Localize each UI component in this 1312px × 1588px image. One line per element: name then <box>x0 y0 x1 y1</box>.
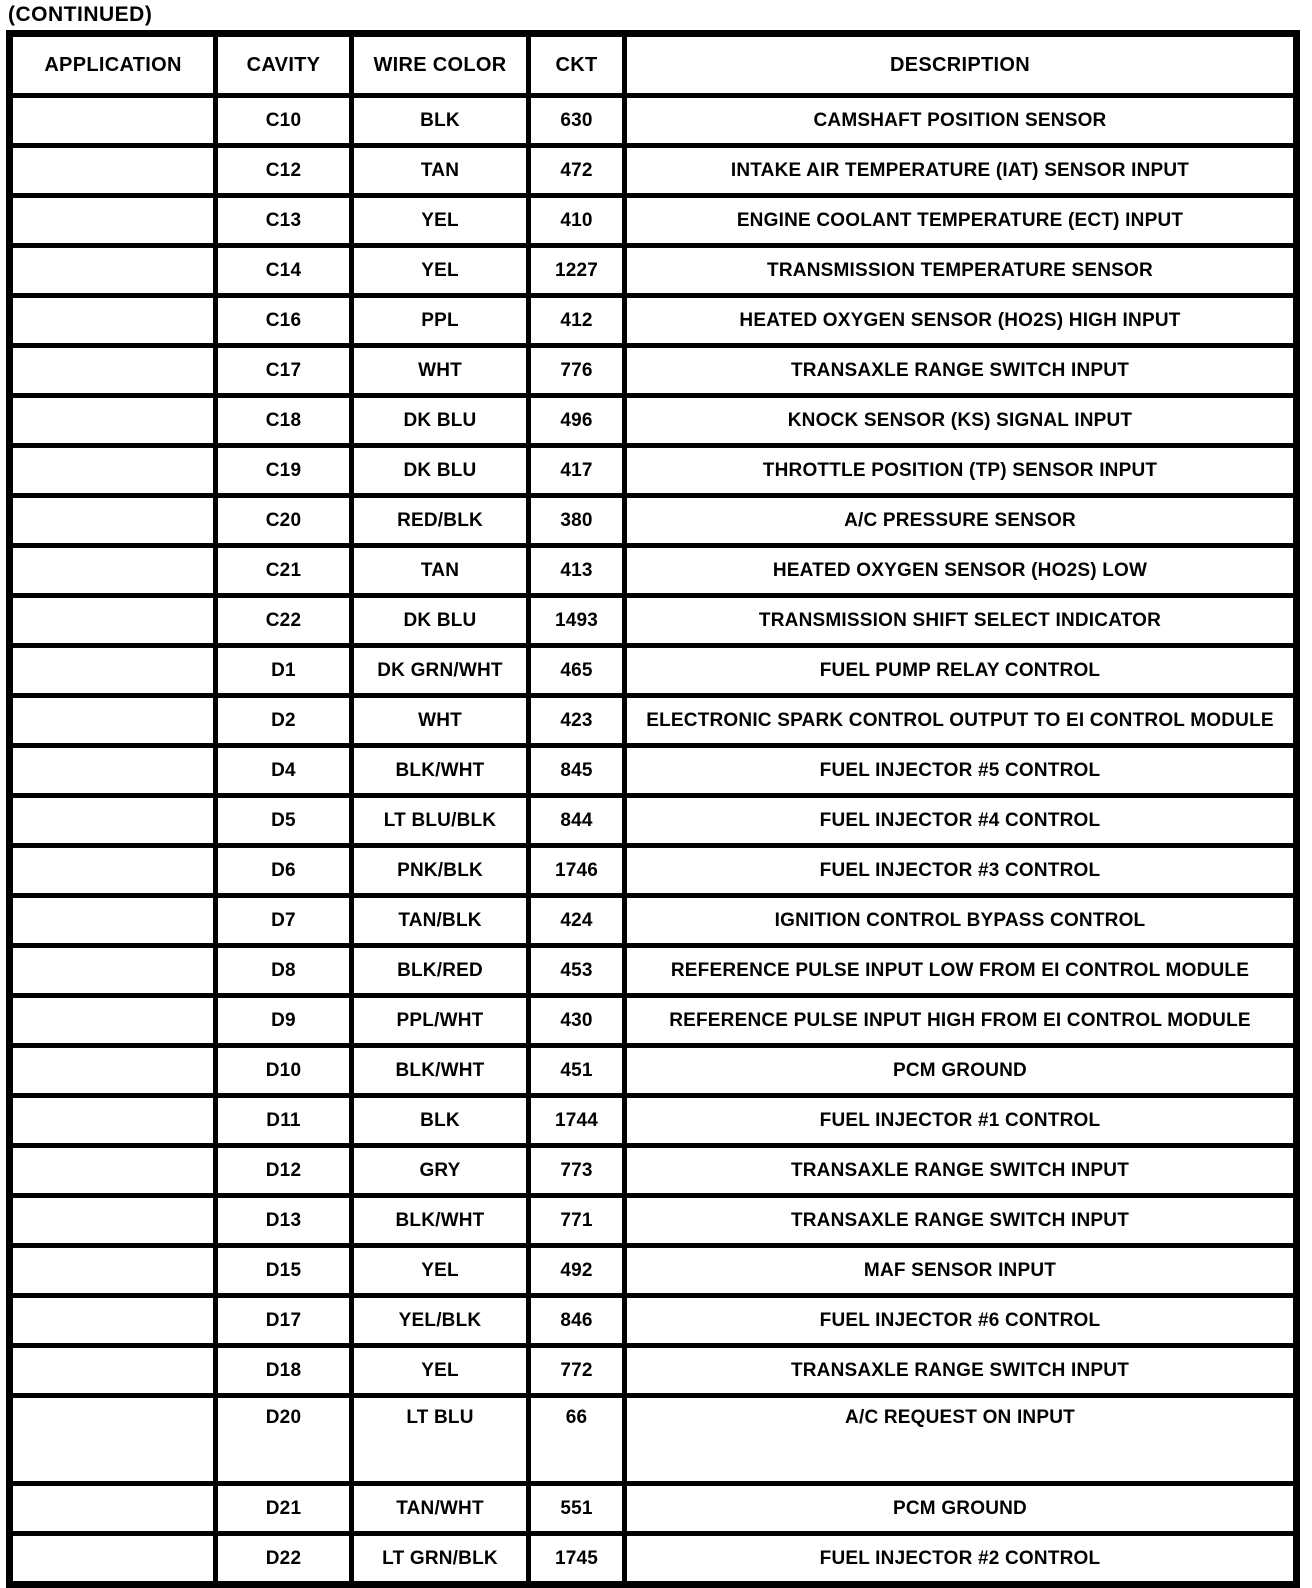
cavity-cell: C12 <box>216 146 352 196</box>
wire-color-cell: TAN/WHT <box>352 1484 529 1534</box>
wire-color-cell: LT BLU/BLK <box>352 796 529 846</box>
application-cell <box>10 1346 216 1396</box>
table-row <box>10 446 1297 496</box>
table-row <box>10 1296 1297 1346</box>
application-cell <box>10 496 216 546</box>
description-cell: TRANSAXLE RANGE SWITCH INPUT <box>625 1146 1297 1196</box>
wire-color-cell: BLK/WHT <box>352 1196 529 1246</box>
description-cell: A/C REQUEST ON INPUT <box>625 1396 1297 1484</box>
cavity-cell: D13 <box>216 1196 352 1246</box>
ckt-cell: 423 <box>529 696 625 746</box>
table-row <box>10 1346 1297 1396</box>
ckt-cell: 492 <box>529 1246 625 1296</box>
wire-color-cell: BLK <box>352 1096 529 1146</box>
cavity-cell: C13 <box>216 196 352 246</box>
description-cell: A/C PRESSURE SENSOR <box>625 496 1297 546</box>
description-cell: KNOCK SENSOR (KS) SIGNAL INPUT <box>625 396 1297 446</box>
description-cell: TRANSAXLE RANGE SWITCH INPUT <box>625 1196 1297 1246</box>
wire-color-cell: LT GRN/BLK <box>352 1534 529 1585</box>
ckt-cell: 1227 <box>529 246 625 296</box>
application-cell <box>10 1096 216 1146</box>
table-row <box>10 1534 1297 1585</box>
column-header-description: DESCRIPTION <box>625 34 1297 96</box>
application-cell <box>10 1046 216 1096</box>
description-cell: INTAKE AIR TEMPERATURE (IAT) SENSOR INPUT <box>625 146 1297 196</box>
application-cell <box>10 396 216 446</box>
column-header-wire-color: WIRE COLOR <box>352 34 529 96</box>
application-cell <box>10 1196 216 1246</box>
cavity-cell: D8 <box>216 946 352 996</box>
ckt-cell: 66 <box>529 1396 625 1484</box>
application-cell <box>10 1246 216 1296</box>
ckt-cell: 776 <box>529 346 625 396</box>
description-cell: FUEL INJECTOR #4 CONTROL <box>625 796 1297 846</box>
table-row <box>10 746 1297 796</box>
description-cell: FUEL INJECTOR #6 CONTROL <box>625 1296 1297 1346</box>
pcm-connector-pinout-table <box>6 30 1300 1588</box>
table-row <box>10 296 1297 346</box>
table-row <box>10 246 1297 296</box>
column-header-application: APPLICATION <box>10 34 216 96</box>
cavity-cell: D17 <box>216 1296 352 1346</box>
cavity-cell: C20 <box>216 496 352 546</box>
ckt-cell: 844 <box>529 796 625 846</box>
description-cell: TRANSAXLE RANGE SWITCH INPUT <box>625 346 1297 396</box>
wire-color-cell: YEL <box>352 1246 529 1296</box>
description-cell: HEATED OXYGEN SENSOR (HO2S) LOW <box>625 546 1297 596</box>
wire-color-cell: TAN/BLK <box>352 896 529 946</box>
cavity-cell: C16 <box>216 296 352 346</box>
description-cell: PCM GROUND <box>625 1484 1297 1534</box>
table-row <box>10 146 1297 196</box>
ckt-cell: 413 <box>529 546 625 596</box>
application-cell <box>10 596 216 646</box>
cavity-cell: D5 <box>216 796 352 846</box>
table-row <box>10 1196 1297 1246</box>
description-cell: CAMSHAFT POSITION SENSOR <box>625 96 1297 146</box>
wire-color-cell: WHT <box>352 346 529 396</box>
description-cell: PCM GROUND <box>625 1046 1297 1096</box>
wire-color-cell: YEL <box>352 196 529 246</box>
wire-color-cell: BLK <box>352 96 529 146</box>
table-body <box>10 96 1297 1585</box>
cavity-cell: D1 <box>216 646 352 696</box>
wire-color-cell: PPL/WHT <box>352 996 529 1046</box>
column-header-ckt: CKT <box>529 34 625 96</box>
column-header-cavity: CAVITY <box>216 34 352 96</box>
table-row <box>10 646 1297 696</box>
wire-color-cell: YEL <box>352 246 529 296</box>
cavity-cell: D21 <box>216 1484 352 1534</box>
description-cell: REFERENCE PULSE INPUT HIGH FROM EI CONTROL MODULE <box>625 996 1297 1046</box>
description-cell: FUEL PUMP RELAY CONTROL <box>625 646 1297 696</box>
cavity-cell: D12 <box>216 1146 352 1196</box>
ckt-cell: 771 <box>529 1196 625 1246</box>
description-cell: FUEL INJECTOR #5 CONTROL <box>625 746 1297 796</box>
application-cell <box>10 346 216 396</box>
table-row <box>10 396 1297 446</box>
table-row <box>10 1484 1297 1534</box>
cavity-cell: D6 <box>216 846 352 896</box>
application-cell <box>10 196 216 246</box>
ckt-cell: 424 <box>529 896 625 946</box>
wire-color-cell: TAN <box>352 546 529 596</box>
cavity-cell: C21 <box>216 546 352 596</box>
cavity-cell: D7 <box>216 896 352 946</box>
wire-color-cell: GRY <box>352 1146 529 1196</box>
ckt-cell: 451 <box>529 1046 625 1096</box>
wire-color-cell: BLK/WHT <box>352 746 529 796</box>
cavity-cell: D2 <box>216 696 352 746</box>
ckt-cell: 773 <box>529 1146 625 1196</box>
table-row <box>10 796 1297 846</box>
description-cell: MAF SENSOR INPUT <box>625 1246 1297 1296</box>
description-cell: TRANSAXLE RANGE SWITCH INPUT <box>625 1346 1297 1396</box>
application-cell <box>10 946 216 996</box>
ckt-cell: 410 <box>529 196 625 246</box>
application-cell <box>10 796 216 846</box>
cavity-cell: D4 <box>216 746 352 796</box>
ckt-cell: 630 <box>529 96 625 146</box>
table-row <box>10 846 1297 896</box>
application-cell <box>10 896 216 946</box>
ckt-cell: 472 <box>529 146 625 196</box>
table-row <box>10 946 1297 996</box>
wire-color-cell: BLK/WHT <box>352 1046 529 1096</box>
description-cell: TRANSMISSION TEMPERATURE SENSOR <box>625 246 1297 296</box>
table-row <box>10 996 1297 1046</box>
ckt-cell: 1745 <box>529 1534 625 1585</box>
wire-color-cell: DK BLU <box>352 596 529 646</box>
wire-color-cell: BLK/RED <box>352 946 529 996</box>
application-cell <box>10 96 216 146</box>
cavity-cell: C10 <box>216 96 352 146</box>
wire-color-cell: WHT <box>352 696 529 746</box>
description-cell: ELECTRONIC SPARK CONTROL OUTPUT TO EI CONTROL MODULE <box>625 696 1297 746</box>
application-cell <box>10 546 216 596</box>
table-row <box>10 96 1297 146</box>
ckt-cell: 1744 <box>529 1096 625 1146</box>
cavity-cell: C22 <box>216 596 352 646</box>
wire-color-cell: PPL <box>352 296 529 346</box>
ckt-cell: 551 <box>529 1484 625 1534</box>
cavity-cell: C18 <box>216 396 352 446</box>
cavity-cell: D20 <box>216 1396 352 1484</box>
ckt-cell: 417 <box>529 446 625 496</box>
table-row <box>10 1146 1297 1196</box>
wire-color-cell: LT BLU <box>352 1396 529 1484</box>
description-cell: ENGINE COOLANT TEMPERATURE (ECT) INPUT <box>625 196 1297 246</box>
application-cell <box>10 746 216 796</box>
cavity-cell: D22 <box>216 1534 352 1585</box>
application-cell <box>10 246 216 296</box>
cavity-cell: C19 <box>216 446 352 496</box>
application-cell <box>10 1484 216 1534</box>
application-cell <box>10 1534 216 1585</box>
wire-color-cell: YEL/BLK <box>352 1296 529 1346</box>
table-row <box>10 1396 1297 1484</box>
ckt-cell: 453 <box>529 946 625 996</box>
header-row <box>10 34 1297 96</box>
description-cell: FUEL INJECTOR #3 CONTROL <box>625 846 1297 896</box>
ckt-cell: 380 <box>529 496 625 546</box>
ckt-cell: 412 <box>529 296 625 346</box>
wire-color-cell: TAN <box>352 146 529 196</box>
application-cell <box>10 1396 216 1484</box>
ckt-cell: 496 <box>529 396 625 446</box>
table-row <box>10 196 1297 246</box>
description-cell: IGNITION CONTROL BYPASS CONTROL <box>625 896 1297 946</box>
application-cell <box>10 296 216 346</box>
ckt-cell: 465 <box>529 646 625 696</box>
table-row <box>10 1046 1297 1096</box>
cavity-cell: D15 <box>216 1246 352 1296</box>
wire-color-cell: DK BLU <box>352 446 529 496</box>
table-row <box>10 346 1297 396</box>
cavity-cell: C17 <box>216 346 352 396</box>
table-row <box>10 546 1297 596</box>
ckt-cell: 1493 <box>529 596 625 646</box>
description-cell: REFERENCE PULSE INPUT LOW FROM EI CONTROL MODULE <box>625 946 1297 996</box>
application-cell <box>10 1296 216 1346</box>
wire-color-cell: DK BLU <box>352 396 529 446</box>
application-cell <box>10 446 216 496</box>
application-cell <box>10 846 216 896</box>
ckt-cell: 430 <box>529 996 625 1046</box>
description-cell: FUEL INJECTOR #1 CONTROL <box>625 1096 1297 1146</box>
table-header <box>10 34 1297 96</box>
cavity-cell: D10 <box>216 1046 352 1096</box>
description-cell: TRANSMISSION SHIFT SELECT INDICATOR <box>625 596 1297 646</box>
cavity-cell: D11 <box>216 1096 352 1146</box>
ckt-cell: 846 <box>529 1296 625 1346</box>
table-row <box>10 896 1297 946</box>
application-cell <box>10 146 216 196</box>
table-row <box>10 1246 1297 1296</box>
ckt-cell: 772 <box>529 1346 625 1396</box>
cavity-cell: D18 <box>216 1346 352 1396</box>
application-cell <box>10 646 216 696</box>
wire-color-cell: YEL <box>352 1346 529 1396</box>
ckt-cell: 1746 <box>529 846 625 896</box>
wire-color-cell: DK GRN/WHT <box>352 646 529 696</box>
description-cell: THROTTLE POSITION (TP) SENSOR INPUT <box>625 446 1297 496</box>
ckt-cell: 845 <box>529 746 625 796</box>
table-row <box>10 496 1297 546</box>
continued-label: (CONTINUED) <box>8 3 153 26</box>
table-row <box>10 1096 1297 1146</box>
application-cell <box>10 1146 216 1196</box>
description-cell: HEATED OXYGEN SENSOR (HO2S) HIGH INPUT <box>625 296 1297 346</box>
table-row <box>10 596 1297 646</box>
application-cell <box>10 996 216 1046</box>
application-cell <box>10 696 216 746</box>
wire-color-cell: PNK/BLK <box>352 846 529 896</box>
cavity-cell: C14 <box>216 246 352 296</box>
cavity-cell: D9 <box>216 996 352 1046</box>
table-row <box>10 696 1297 746</box>
wire-color-cell: RED/BLK <box>352 496 529 546</box>
description-cell: FUEL INJECTOR #2 CONTROL <box>625 1534 1297 1585</box>
